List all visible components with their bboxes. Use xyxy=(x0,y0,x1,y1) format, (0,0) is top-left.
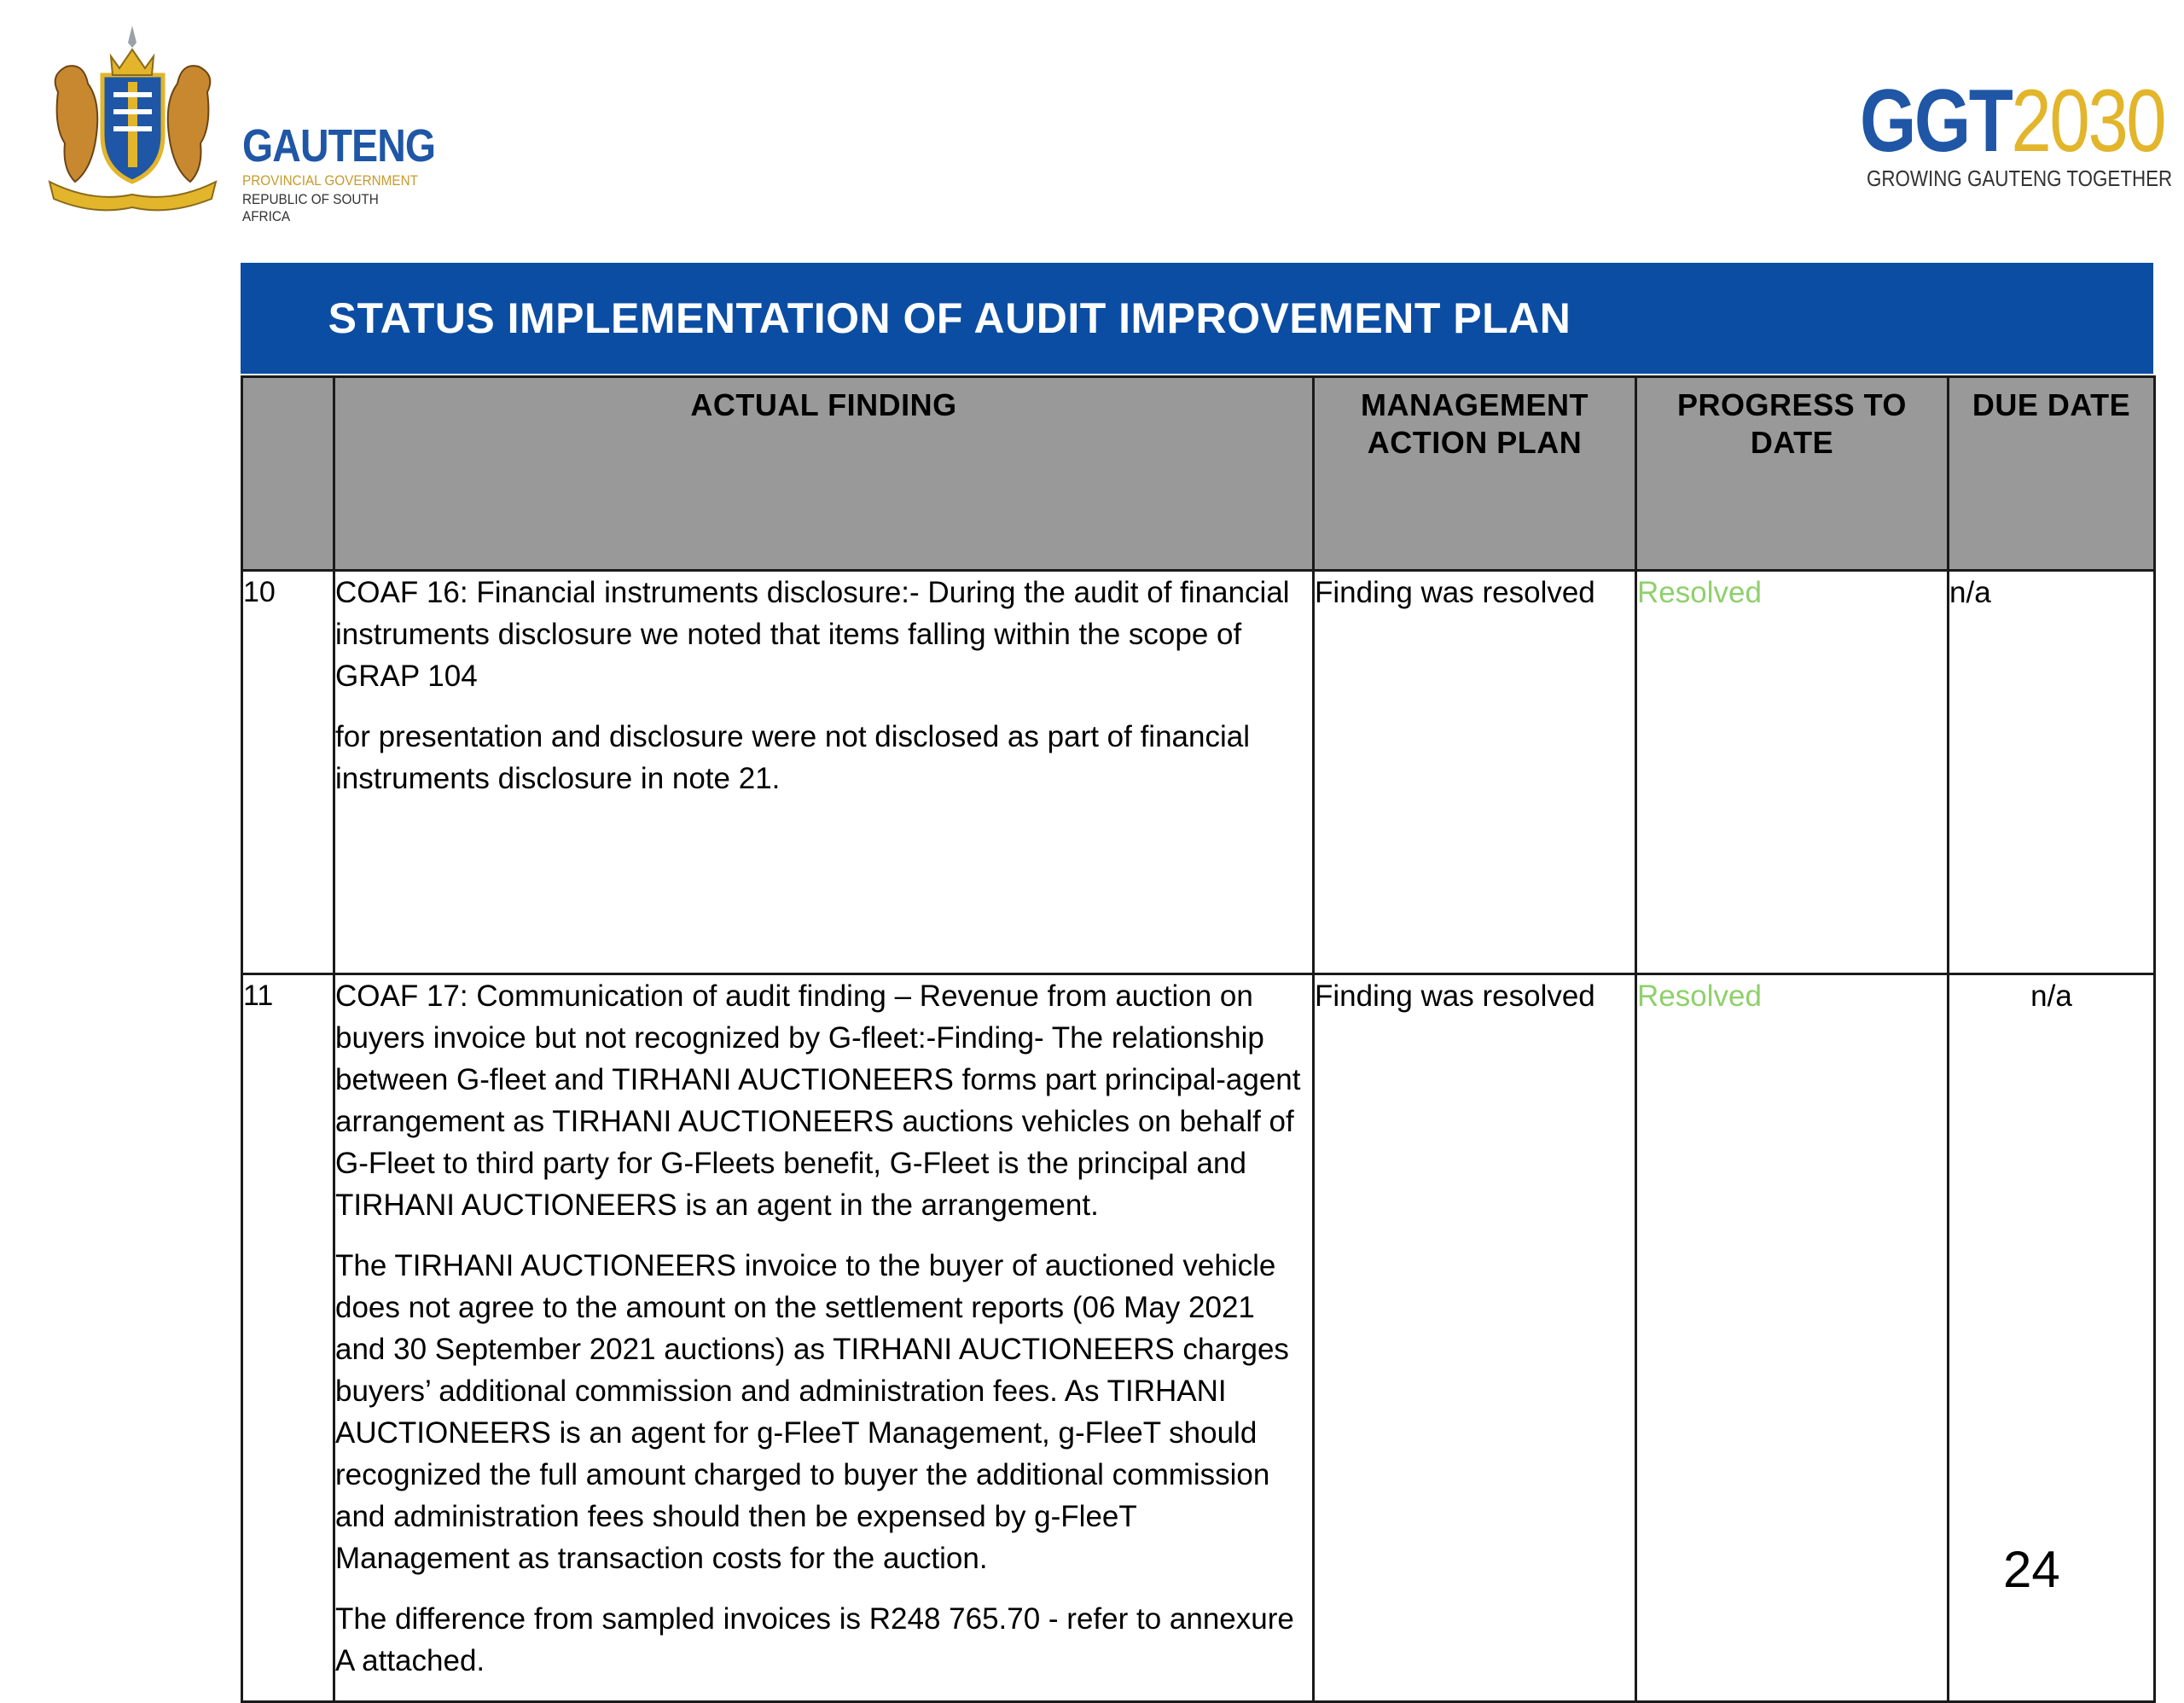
progress-status: Resolved xyxy=(1636,571,1949,974)
finding-paragraph: COAF 17: Communication of audit finding – Revenue from auction on buyers invoice but not recognized by G-fleet:-Finding- The relationship between G-fleet and TIRHANI AUCTIONEERS forms part principal-agent arrangement as TIRHANI AUCTIONEERS auctions vehicles on behalf of G-Fleet to third party for G-Fleets benefit, G-Fleet is the principal and TIRHANI AUCTIONEERS is an agent in the arrangement. xyxy=(335,979,1301,1222)
ggt-year: 2030 xyxy=(2011,72,2165,171)
header-progress-line2: DATE xyxy=(1750,425,1834,460)
header-progress-line1: PROGRESS TO xyxy=(1677,387,1907,422)
due-date-cell: n/a xyxy=(1949,974,2155,1702)
management-action-cell: Finding was resolved xyxy=(1314,571,1636,974)
table-row xyxy=(242,974,2155,1702)
finding-paragraph: The difference from sampled invoices is R248 765.70 - refer to annexure A attached. xyxy=(335,1602,1294,1677)
header-number xyxy=(242,377,334,571)
gauteng-wordmark: GAUTENG xyxy=(242,120,436,171)
finding-paragraph: for presentation and disclosure were not disclosed as part of financial instruments disclosure in note 21. xyxy=(335,720,1250,795)
finding-cell xyxy=(334,571,1314,974)
finding-cell xyxy=(334,974,1314,1702)
coat-of-arms-icon xyxy=(41,24,224,212)
header-progress-to-date xyxy=(1636,377,1949,571)
table-row xyxy=(242,571,2155,974)
gauteng-subtitle-2: REPUBLIC OF SOUTH AFRICA xyxy=(242,191,379,224)
due-date-cell: n/a xyxy=(1949,571,2155,974)
row-number: 11 xyxy=(242,974,334,1702)
finding-paragraph: The TIRHANI AUCTIONEERS invoice to the buyer of auctioned vehicle does not agree to the amount on the settlement reports (06 May 2021 and 30 September 2021 auctions) as TIRHANI AUCTIONEERS charges buyers’ additional commission and administration fees. As TIRHANI AUCTIONEERS is an agent for g-FleeT Management, g-FleeT should recognized the full amount charged to buyer the additional commission and administration fees should then be expensed by g-FleeT Management as transaction costs for the auction. xyxy=(335,1249,1289,1575)
page-title-banner xyxy=(241,263,2153,374)
table-header-row xyxy=(242,377,2155,571)
ggt2030-wordmark xyxy=(1860,72,2165,171)
row-number: 10 xyxy=(242,571,334,974)
page-title: STATUS IMPLEMENTATION OF AUDIT IMPROVEMENT PLAN xyxy=(328,294,1571,342)
ggt2030-tagline: GROWING GAUTENG TOGETHER xyxy=(1867,166,2173,191)
gauteng-subtitle-1: PROVINCIAL GOVERNMENT xyxy=(242,172,419,189)
header-due-date: DUE DATE xyxy=(1949,377,2155,571)
header-actual-finding: ACTUAL FINDING xyxy=(334,377,1314,571)
management-action-cell: Finding was resolved xyxy=(1314,974,1636,1702)
gauteng-logo xyxy=(41,24,442,224)
header-management-line1: MANAGEMENT xyxy=(1361,387,1589,422)
page-number: 24 xyxy=(2003,1541,2060,1598)
header-management-line2: ACTION PLAN xyxy=(1367,425,1583,460)
audit-plan-table xyxy=(241,375,2156,1703)
ggt-text: GGT xyxy=(1860,72,2012,171)
header-management-action-plan xyxy=(1314,377,1636,571)
progress-status: Resolved xyxy=(1636,974,1949,1702)
ggt2030-logo xyxy=(1860,72,2173,196)
finding-paragraph: COAF 16: Financial instruments disclosure:- During the audit of financial instruments disclosure we noted that items falling within the scope of GRAP 104 xyxy=(335,576,1290,693)
